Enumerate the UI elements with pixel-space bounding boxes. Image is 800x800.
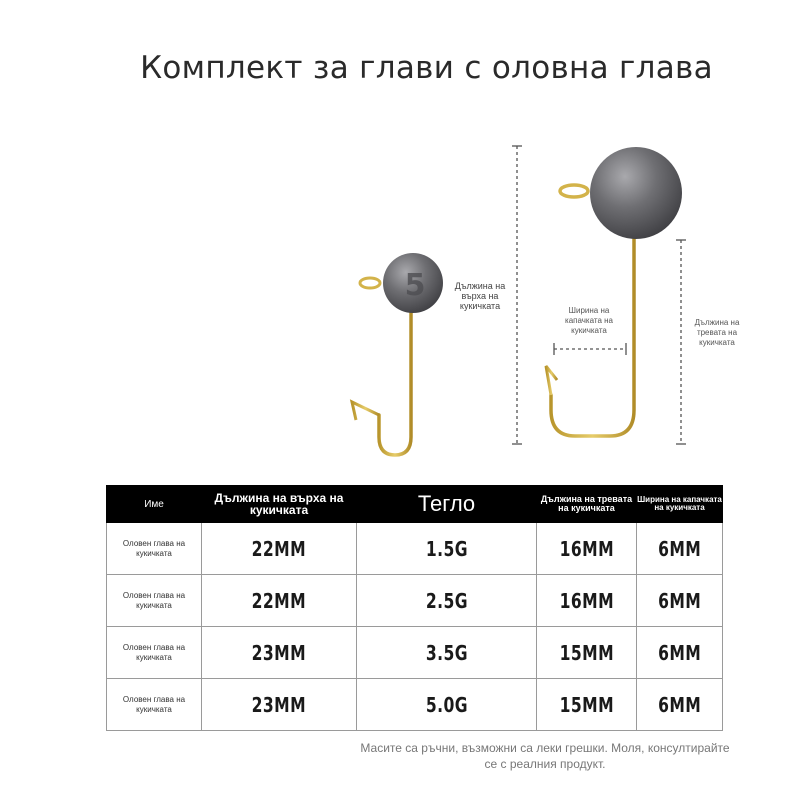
cap-width-label: Ширина на капачката на кукичката xyxy=(565,306,613,335)
large-jig-hook xyxy=(546,147,682,436)
cell-tip-length: 22MM xyxy=(251,588,307,613)
table-row xyxy=(107,523,723,575)
cell-cap-width: 6MM xyxy=(657,640,702,665)
table-row xyxy=(107,575,723,627)
svg-text:5: 5 xyxy=(404,268,426,303)
header-cap-width: Ширина на капачката на кукичката xyxy=(637,486,723,523)
cell-name: Оловен глава на кукичката xyxy=(107,575,202,627)
cell-name: Оловен глава на кукичката xyxy=(107,523,202,575)
cell-tip-length: 23MM xyxy=(251,640,307,665)
header-shank-length: Дължина на тревата на кукичката xyxy=(537,486,637,523)
table-row xyxy=(107,627,723,679)
cell-shank-length: 15MM xyxy=(559,692,614,717)
cell-name: Оловен глава на кукичката xyxy=(107,679,202,731)
table-row xyxy=(107,679,723,731)
header-name: Име xyxy=(107,486,202,523)
header-tip-length: Дължина на върха на кукичката xyxy=(202,486,357,523)
cell-shank-length: 16MM xyxy=(559,536,614,561)
cell-cap-width: 6MM xyxy=(657,588,702,613)
cell-tip-length: 22MM xyxy=(251,536,307,561)
small-jig-hook xyxy=(352,253,443,455)
cell-weight: 5.0G xyxy=(425,692,468,717)
cell-weight: 3.5G xyxy=(425,640,468,665)
header-weight: Тегло xyxy=(357,486,537,523)
cell-cap-width: 6MM xyxy=(657,536,702,561)
tip-length-label: Дължина на върха на кукичката xyxy=(454,281,506,311)
cell-weight: 2.5G xyxy=(425,588,468,613)
shank-length-label: Дължина на тревата на кукичката xyxy=(694,318,740,347)
cell-shank-length: 15MM xyxy=(559,640,614,665)
cell-tip-length: 23MM xyxy=(251,692,307,717)
cell-shank-length: 16MM xyxy=(559,588,614,613)
cell-weight: 1.5G xyxy=(425,536,468,561)
cell-cap-width: 6MM xyxy=(657,692,702,717)
table-header-row xyxy=(107,486,723,523)
cell-name: Оловен глава на кукичката xyxy=(107,627,202,679)
page-title: Комплект за глави с оловна глава xyxy=(140,50,713,86)
disclaimer-note: Масите са ръчни, възможни са леки грешки. Моля, консултирайте се с реалния продукт. xyxy=(360,741,730,771)
spec-table xyxy=(106,485,723,731)
